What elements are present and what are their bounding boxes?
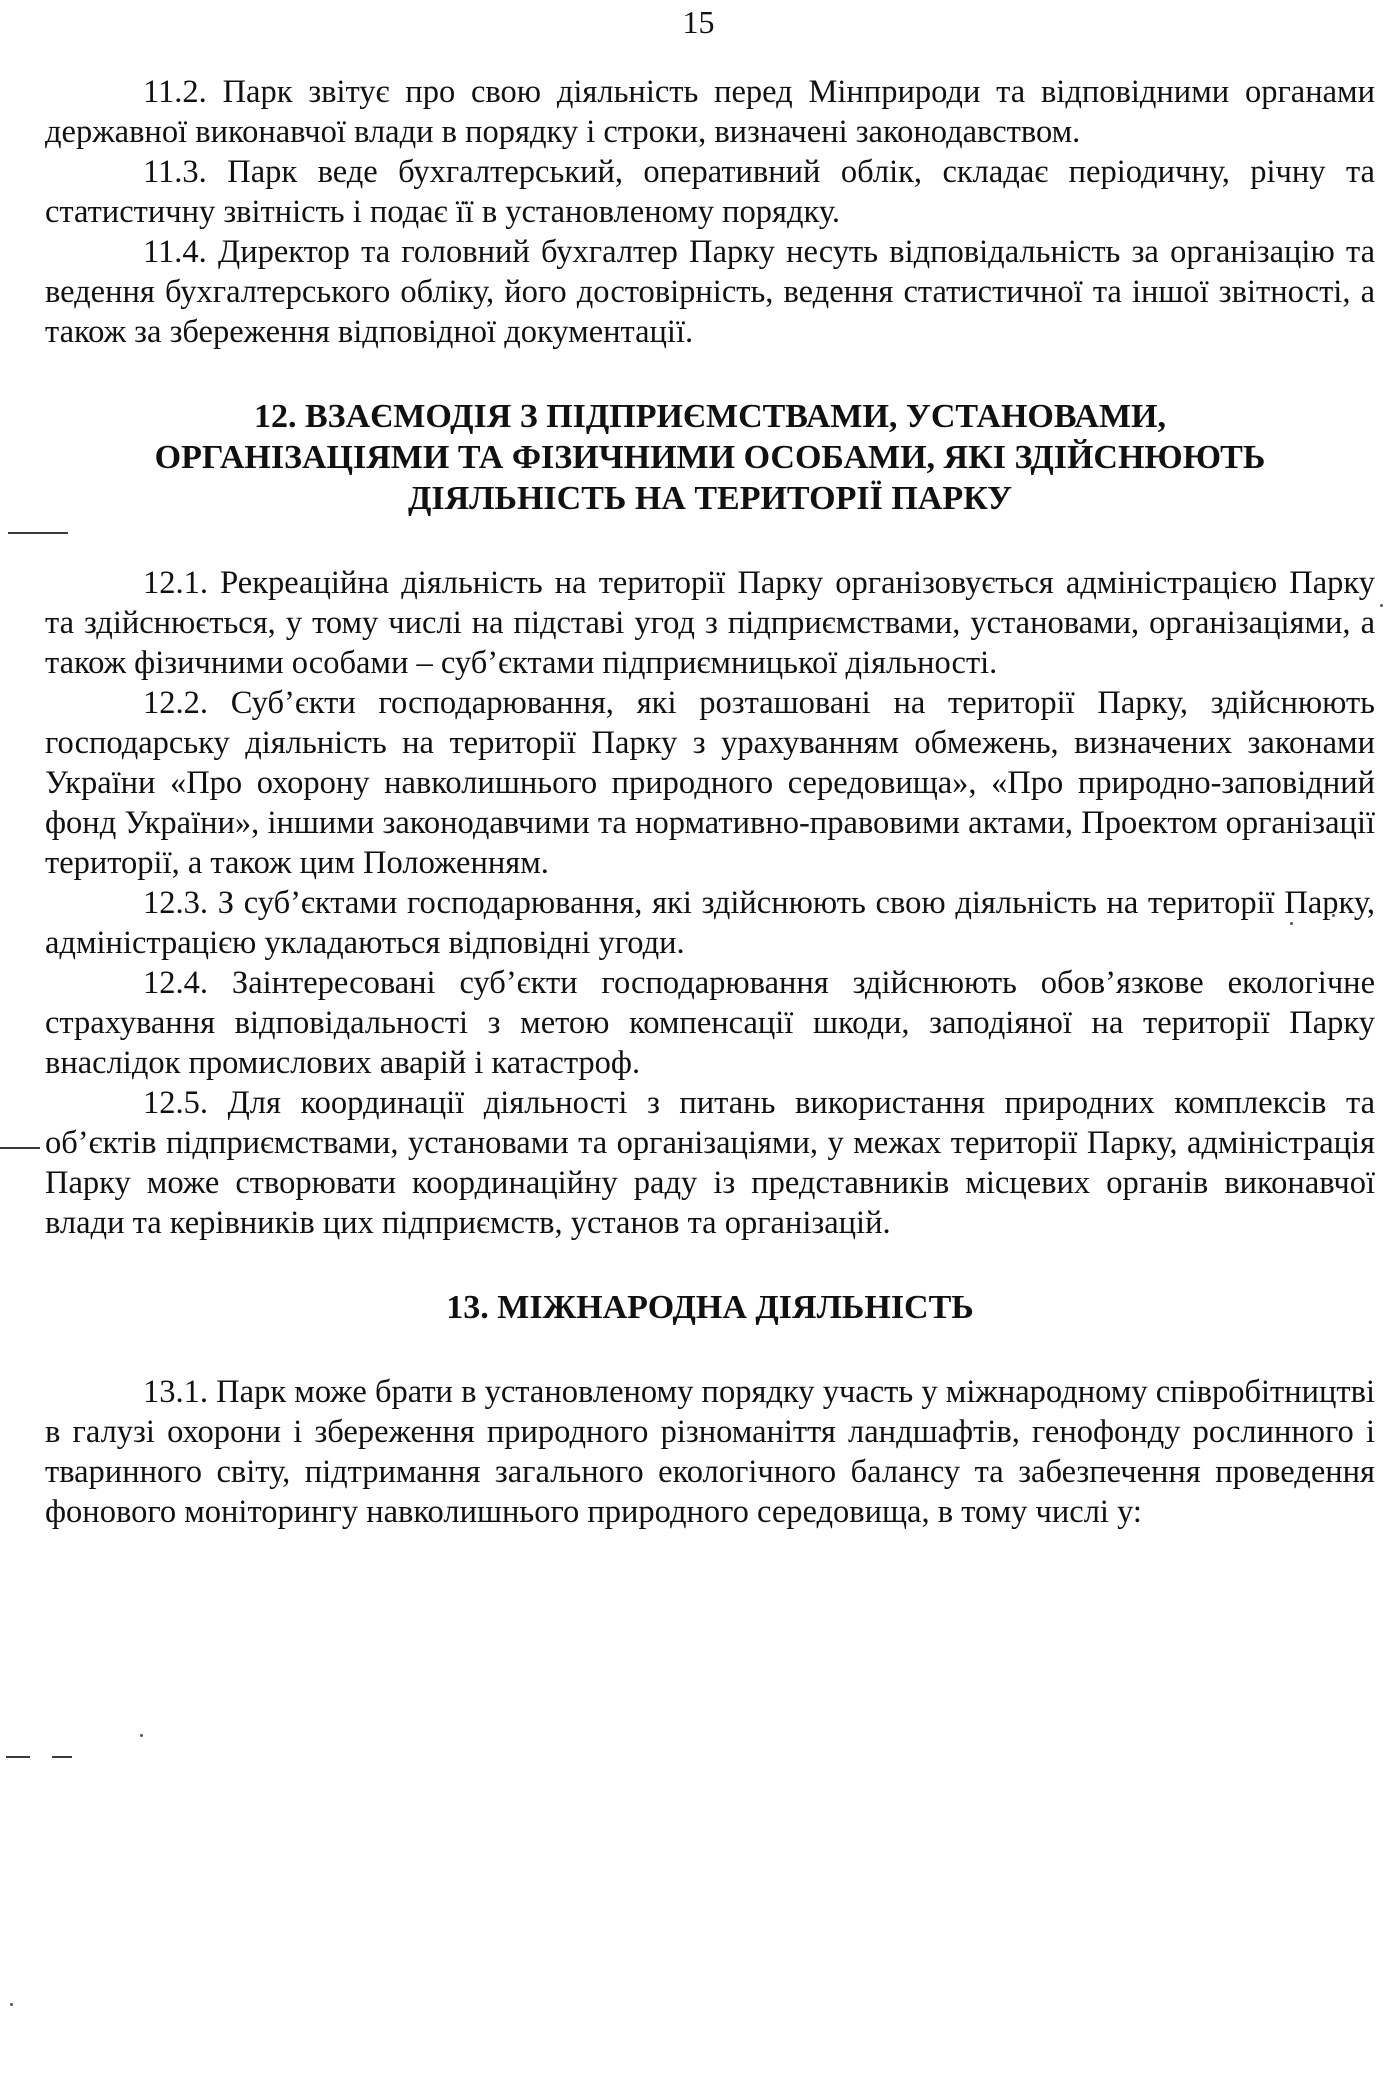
paragraph-11-3: 11.3. Парк веде бухгалтерський, оперативний облік, складає періодичну, річну та статистичну звітність і подає її в установленому порядку. xyxy=(45,154,1375,230)
scan-speck xyxy=(10,2003,13,2006)
paragraph-12-3: 12.3. З суб’єктами господарювання, які здійснюють свою діяльність на території Парку, адміністрацією укладаються відповідні угоди. xyxy=(45,885,1375,961)
paragraph-12-2: 12.2. Суб’єкти господарювання, які розташовані на території Парку, здійснюють господарську діяльність на території Парку з урахуванням обмежень, визначених законами України «Про охорону навколишнього природного середовища», «Про природно-заповідний фонд України», іншими законодавчими та нормативно-правовими актами, Проектом організації території, а також цим Положенням. xyxy=(45,685,1375,881)
section-12 xyxy=(45,563,1375,1243)
section-13 xyxy=(45,1372,1375,1532)
margin-mark xyxy=(0,1147,40,1149)
paragraph-12-4: 12.4. Заінтересовані суб’єкти господарювання здійснюють обов’язкове екологічне страхування відповідальності з метою компенсації шкоди, заподіяної на території Парку внаслідок промислових аварій і катастроф. xyxy=(45,965,1375,1081)
section-12-heading-line: 12. ВЗАЄМОДІЯ З ПІДПРИЄМСТВАМИ, УСТАНОВАМИ, xyxy=(253,398,1166,435)
section-11 xyxy=(45,72,1375,352)
margin-mark xyxy=(6,1756,30,1758)
section-12-heading xyxy=(45,396,1375,519)
paragraph-11-2: 11.2. Парк звітує про свою діяльність перед Мінприроди та відповідними органами державної виконавчої влади в порядку і строки, визначені законодавством. xyxy=(45,74,1375,150)
page-number: 15 xyxy=(682,4,715,40)
paragraph-12-5: 12.5. Для координації діяльності з питань використання природних комплексів та об’єктів підприємствами, установами та організаціями, у межах території Парку, адміністрація Парку може створювати координаційну раду із представників місцевих органів виконавчої влади та керівників цих підприємств, установ та організацій. xyxy=(45,1085,1375,1241)
paragraph-11-4: 11.4. Директор та головний бухгалтер Парку несуть відповідальність за організацію та ведення бухгалтерського обліку, його достовірність, ведення статистичної та іншої звітності, а також за збереження відповідної документації. xyxy=(45,234,1375,350)
section-12-heading-line: ДІЯЛЬНІСТЬ НА ТЕРИТОРІЇ ПАРКУ xyxy=(407,480,1013,517)
section-12-heading-line: ОРГАНІЗАЦІЯМИ ТА ФІЗИЧНИМИ ОСОБАМИ, ЯКІ ЗДІЙСНЮЮТЬ xyxy=(154,439,1266,476)
paragraph-13-1: 13.1. Парк може брати в установленому порядку участь у міжнародному співробітництві в галузі охорони і збереження природного різноманіття ландшафтів, генофонду рослинного і тваринного світу, підтримання загального екологічного балансу та забезпечення проведення фонового моніторингу навколишнього природного середовища, в тому числі у: xyxy=(45,1374,1375,1530)
document-body xyxy=(45,72,1375,1532)
scan-speck xyxy=(140,1734,143,1737)
section-13-heading: 13. МІЖНАРОДНА ДІЯЛЬНІСТЬ xyxy=(446,1289,974,1326)
scan-speck xyxy=(1380,604,1383,607)
margin-mark xyxy=(52,1756,72,1758)
paragraph-12-1: 12.1. Рекреаційна діяльність на території Парку організовується адміністрацією Парку та здійснюється, у тому числі на підставі угод з підприємствами, установами, організаціями, а також фізичними особами – суб’єктами підприємницької діяльності. xyxy=(45,565,1375,681)
